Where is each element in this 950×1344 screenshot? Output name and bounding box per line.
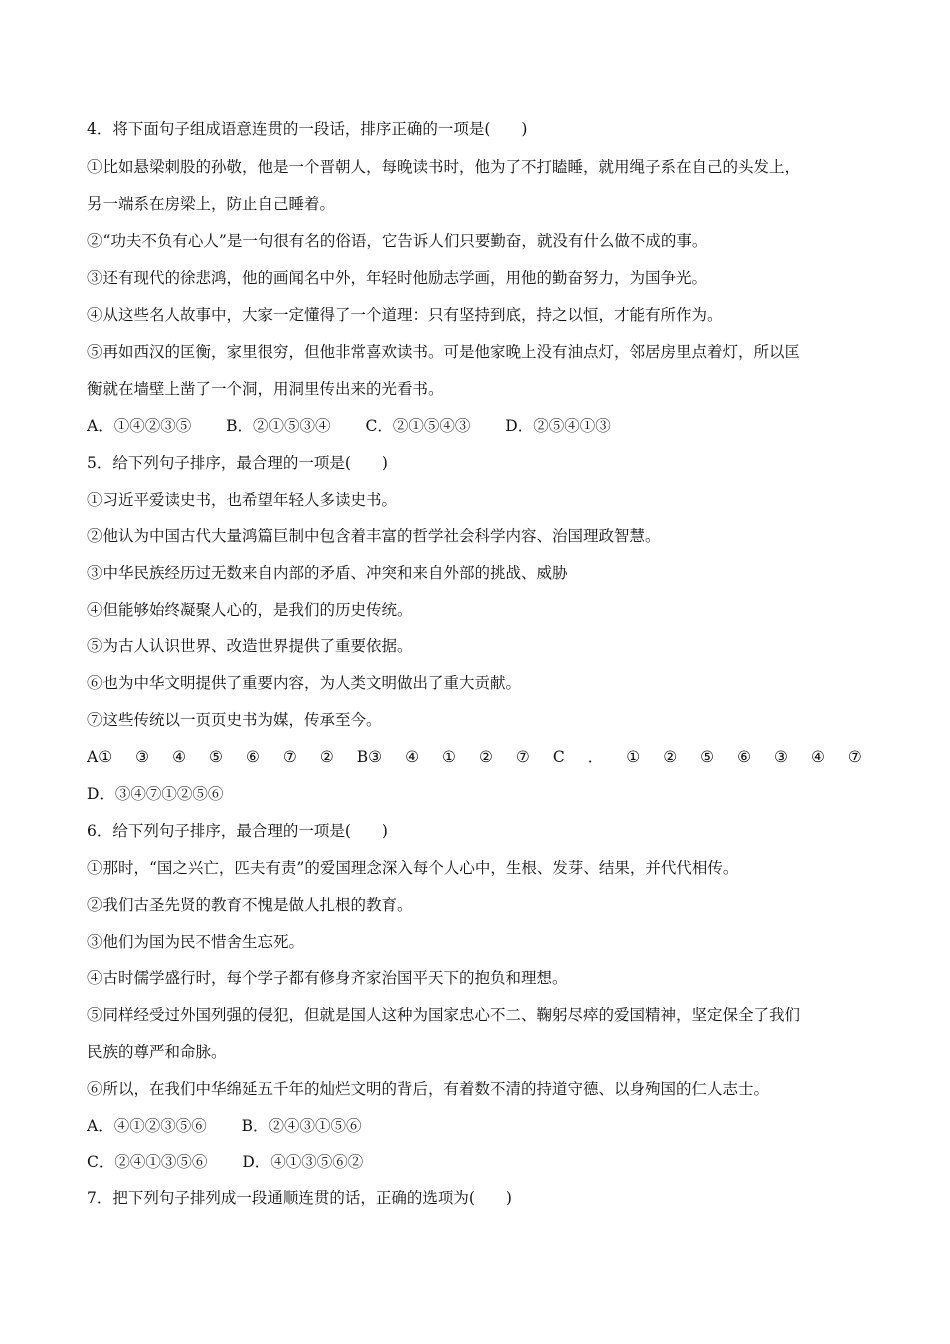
q5-option-token: ④: [172, 748, 186, 766]
q5-option-token: ②: [478, 748, 493, 766]
question-7-stem: 7．把下列句子排列成一段通顺连贯的话，正确的选项为( ): [87, 1189, 512, 1207]
q4-sentence-5-line-2: 衡就在墙壁上凿了一个洞，用洞里传出来的光看书。: [87, 380, 444, 398]
question-4-stem: 4．将下面句子组成语意连贯的一段话，排序正确的一项是( ): [87, 120, 528, 138]
q6-sentence-5-line-1: ⑤同样经受过外国列强的侵犯，但就是国人这种为国家忠心不二、鞠躬尽瘁的爱国精神，坚定保全了我们: [87, 1006, 801, 1024]
q4-option-c[interactable]: C．②①⑤④③: [365, 417, 471, 435]
q4-options: [87, 416, 880, 436]
q6-option-a[interactable]: A．④①②③⑤⑥: [87, 1117, 207, 1135]
q5-option-token: ①: [442, 748, 456, 766]
q5-sentence-2: ②他认为中国古代大量鸿篇巨制中包含着丰富的哲学社会科学内容、治国理政智慧。: [87, 527, 661, 545]
q5-options-abc: [87, 747, 862, 767]
q6-options-ab: [87, 1116, 880, 1136]
q5-option-token: ．: [587, 748, 604, 766]
q5-sentence-1: ①习近平爱读史书，也希望年轻人多读史书。: [87, 491, 398, 509]
q5-option-d[interactable]: D．③④⑦①②⑤⑥: [87, 785, 224, 803]
q4-sentence-4: ④从这些名人故事中，大家一定懂得了一个道理：只有坚持到底，持之以恒，才能有所作为。: [87, 306, 723, 324]
q6-sentence-4: ④古时儒学盛行时，每个学子都有修身齐家治国平天下的抱负和理想。: [87, 969, 568, 987]
q4-sentence-1-line-2: 另一端系在房梁上，防止自己睡着。: [87, 195, 336, 213]
q5-option-token: ⑤: [209, 748, 223, 766]
q5-option-token: ④: [405, 748, 419, 766]
q5-option-token: ⑥: [737, 748, 751, 766]
q5-option-token: ⑤: [700, 748, 715, 766]
q6-sentence-3: ③他们为国为民不惜舍生忘死。: [87, 933, 305, 951]
q6-option-c[interactable]: C．②④①③⑤⑥: [87, 1153, 208, 1171]
q6-sentence-5-line-2: 民族的尊严和命脉。: [87, 1043, 227, 1061]
q4-sentence-1-line-1: ①比如悬梁刺股的孙敬，他是一个晋朝人，每晚读书时，他为了不打瞌睡，就用绳子系在自己的头发上，: [87, 158, 801, 176]
q6-sentence-6: ⑥所以，在我们中华绵延五千年的灿烂文明的背后，有着数不清的持道守德、以身殉国的仁人志士。: [87, 1080, 770, 1098]
q5-option-token: ①: [626, 748, 641, 766]
question-6-stem: 6．给下列句子排序，最合理的一项是( ): [87, 822, 388, 840]
q5-option-token: ⑦: [515, 748, 530, 766]
q5-sentence-4: ④但能够始终凝聚人心的，是我们的历史传统。: [87, 601, 413, 619]
q6-option-d[interactable]: D．④①③⑤⑥②: [242, 1153, 364, 1171]
q4-sentence-3: ③还有现代的徐悲鸿，他的画闻名中外，年轻时他励志学画，用他的勤奋努力，为国争光。: [87, 269, 708, 287]
q6-sentence-1: ①那时，“国之兴亡，匹夫有责”的爱国理念深入每个人心中，生根、发芽、结果，并代代相传。: [87, 859, 739, 877]
q5-option-token: A①: [87, 748, 113, 766]
q5-option-token: ④: [810, 748, 825, 766]
q5-sentence-5: ⑤为古人认识世界、改造世界提供了重要依据。: [87, 637, 413, 655]
q5-sentence-7: ⑦这些传统以一页页史书为媒，传承至今。: [87, 711, 382, 729]
q4-option-d[interactable]: D．②⑤④①③: [505, 417, 611, 435]
q5-option-token: ②: [663, 748, 678, 766]
q4-sentence-5-line-1: ⑤再如西汉的匡衡，家里很穷，但他非常喜欢读书。可是他家晚上没有油点灯，邻居房里点着灯，所以匡: [87, 343, 801, 361]
q5-sentence-3: ③中华民族经历过无数来自内部的矛盾、冲突和来自外部的挑战、威胁: [87, 564, 568, 582]
q5-option-token: B③: [356, 748, 383, 766]
q4-option-a[interactable]: A．①④②③⑤: [87, 417, 192, 435]
q5-option-token: ③: [135, 748, 150, 766]
q4-option-b[interactable]: B．②①⑤③④: [226, 417, 331, 435]
q5-option-token: C: [552, 748, 565, 766]
q6-option-b[interactable]: B．②④③①⑤⑥: [241, 1117, 362, 1135]
q5-option-token: ⑦: [282, 748, 297, 766]
q5-option-token: ②: [319, 748, 334, 766]
q5-option-token: ③: [774, 748, 788, 766]
q5-sentence-6: ⑥也为中华文明提供了重要内容，为人类文明做出了重大贡献。: [87, 674, 522, 692]
q4-sentence-2: ②“功夫不负有心人”是一句很有名的俗语，它告诉人们只要勤奋，就没有什么做不成的事。: [87, 232, 708, 250]
q6-sentence-2: ②我们古圣先贤的教育不愧是做人扎根的教育。: [87, 896, 413, 914]
q5-option-token: ⑦: [847, 748, 862, 766]
q5-option-token: ⑥: [245, 748, 260, 766]
q6-options-cd: [87, 1152, 880, 1172]
question-5-stem: 5．给下列句子排序，最合理的一项是( ): [87, 454, 388, 472]
